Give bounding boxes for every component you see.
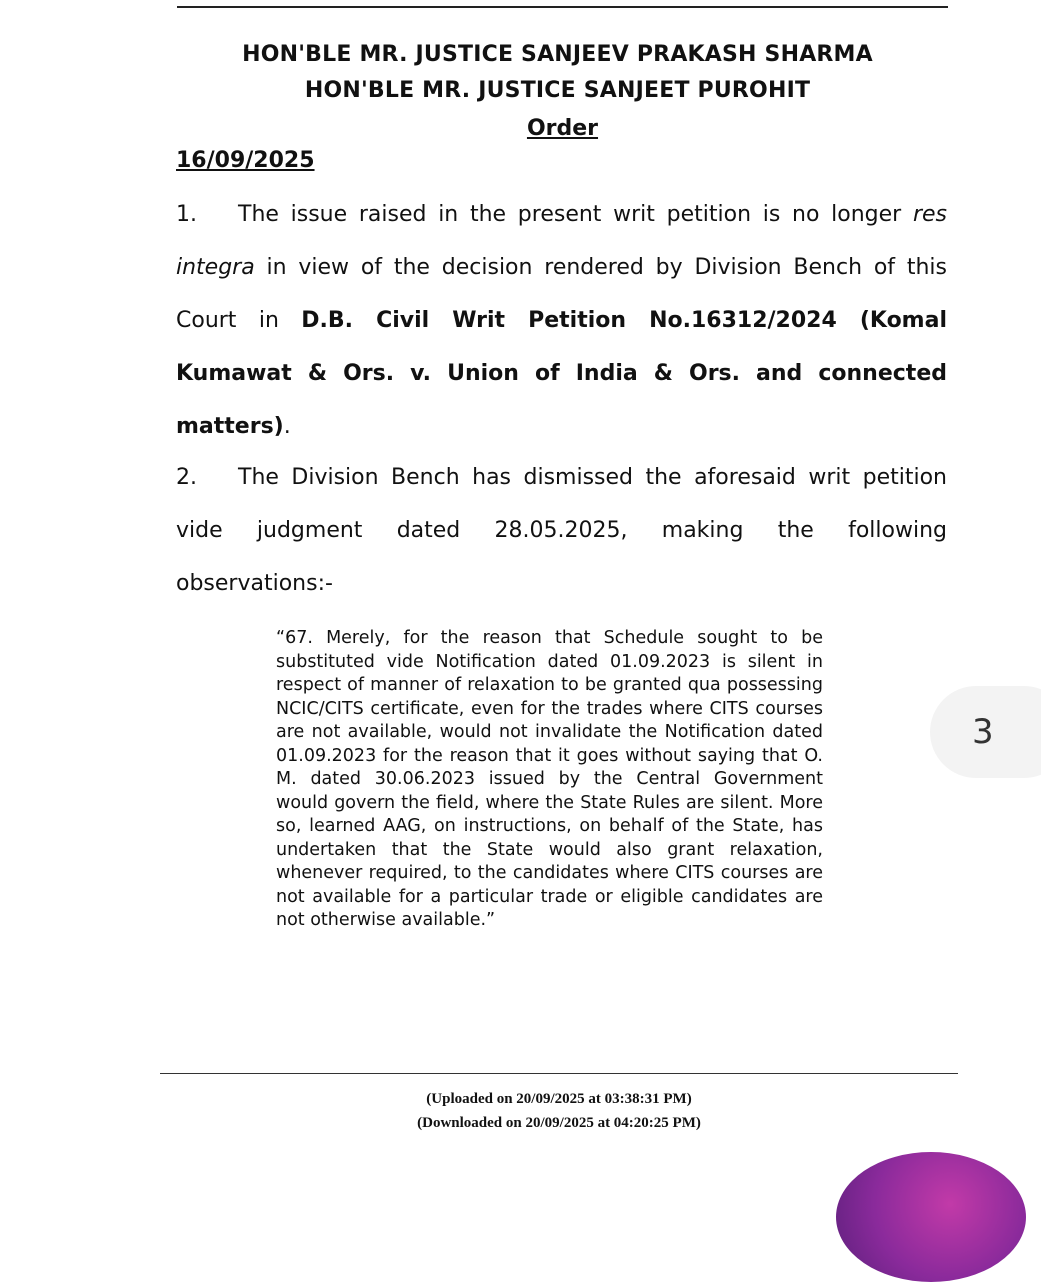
judge-name-1: HON'BLE MR. JUSTICE SANJEEV PRAKASH SHARMA bbox=[242, 42, 873, 67]
paragraph-1 bbox=[176, 188, 947, 453]
floating-action-button[interactable] bbox=[836, 1152, 1026, 1282]
paragraph-1-italic: res integra bbox=[176, 202, 947, 280]
judge-name-2: HON'BLE MR. JUSTICE SANJEET PUROHIT bbox=[304, 78, 811, 103]
footer-divider bbox=[160, 1073, 958, 1074]
paragraph-2-text: The Division Bench has dismissed the aforesaid writ petition vide judgment dated 28.05.2025, making the following observations:- bbox=[176, 465, 947, 596]
paragraph-1-text-c: . bbox=[283, 414, 291, 439]
order-heading: Order bbox=[526, 116, 599, 141]
paragraph-1-text-a: The issue raised in the present writ petition is no longer bbox=[238, 202, 913, 227]
top-divider bbox=[177, 6, 948, 8]
paragraph-1-number: 1. bbox=[176, 202, 197, 227]
paragraph-1-case-citation: D.B. Civil Writ Petition No.16312/2024 (Komal Kumawat & Ors. v. Union of India & Ors. and connected matters) bbox=[176, 308, 947, 439]
downloaded-stamp: (Downloaded on 20/09/2025 at 04:20:25 PM) bbox=[417, 1115, 701, 1131]
order-date: 16/09/2025 bbox=[176, 148, 315, 173]
uploaded-stamp: (Uploaded on 20/09/2025 at 03:38:31 PM) bbox=[426, 1091, 692, 1107]
page-indicator-number: 3 bbox=[972, 712, 994, 752]
paragraph-1-text-b: in view of the decision rendered by Division Bench of this Court in bbox=[176, 255, 947, 333]
quoted-observation: “67. Merely, for the reason that Schedule sought to be substituted vide Notification dated 01.09.2023 is silent in respect of manner of relaxation to be granted qua possessing NCIC/CITS certificate, even for the trades where CITS courses are not available, would not invalidate the Notification dated 01.09.2023 for the reason that it goes without saying that O. M. dated 30.06.2023 issued by the Central Government would govern the field, where the State Rules are silent. More so, learned AAG, on instructions, on behalf of the State, has undertaken that the State would also grant relaxation, whenever required, to the candidates where CITS courses are not available for a particular trade or eligible candidates are not otherwise available.” bbox=[276, 628, 823, 930]
paragraph-2 bbox=[176, 451, 947, 610]
paragraph-2-number: 2. bbox=[176, 465, 197, 490]
